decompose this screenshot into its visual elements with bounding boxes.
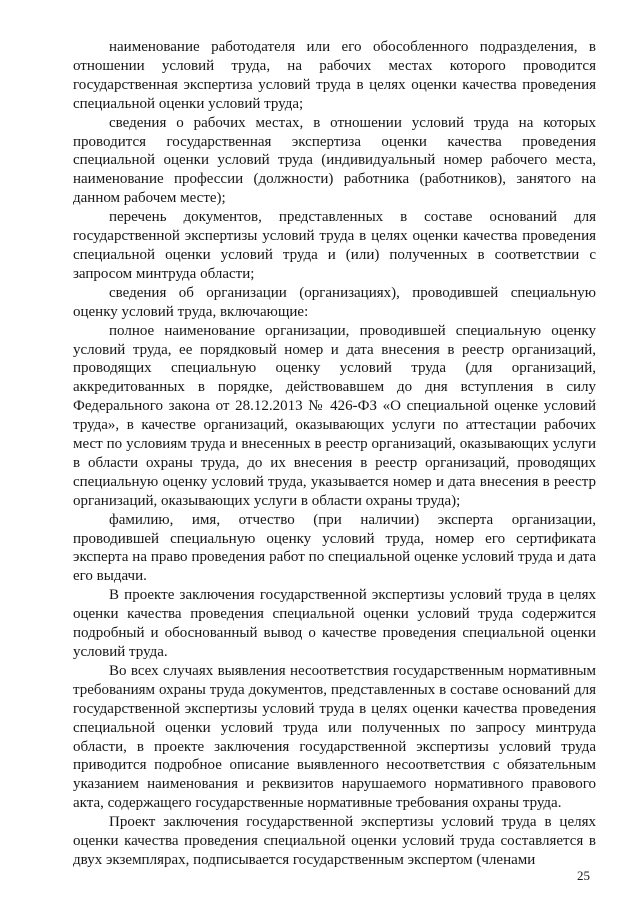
paragraph-nonconformity-cases: Во всех случаях выявления несоответствия государственным нормативным требованиям охраны труда документов, представленных в составе оснований для государственной экспертизы условий труда в целях оценки качества проведения специальной оценки условий труда или полученных по запросу минтруда области, в проекте заключения государственной экспертизы условий труда приводится подробное описание выявленного несоответствия с обязательным указанием наименования и реквизитов нарушаемого нормативного правового акта, содержащего государственные нормативные требования охраны труда. — [73, 662, 596, 812]
paragraph-documents-list: перечень документов, представленных в составе оснований для государственной экспертизы условий труда в целях оценки качества проведения специальной оценки условий труда и (или) полученных в соответствии с запросом минтруда области; — [73, 209, 596, 282]
paragraph-organization-info: сведения об организации (организациях), проводившей специальную оценку условий труда, включающие: — [73, 284, 596, 320]
paragraph-draft-copies: Проект заключения государственной экспертизы условий труда в целях оценки качества проведения специальной оценки условий труда составляется в двух экземплярах, подписывается государственным экспертом (членами — [73, 814, 596, 868]
paragraph-conclusion-conclusion: В проекте заключения государственной экспертизы условий труда в целях оценки качества проведения специальной оценки условий труда содержится подробный и обоснованный вывод о качестве проведения специальной оценки условий труда. — [73, 587, 596, 660]
paragraph-workplaces-info: сведения о рабочих местах, в отношении условий труда на которых проводится государственная экспертиза оценки качества проведения специальной оценки условий труда (индивидуальный номер рабочего места, наименование профессии (должности) работника (работников), занятого на данном рабочем месте); — [73, 114, 596, 207]
page-number: 25 — [577, 868, 590, 883]
paragraph-organization-full-name: полное наименование организации, проводившей специальную оценку условий труда, ее порядковый номер и дата внесения в реестр организаций, проводящих специальную оценку условий труда (для организаций, аккредитованных в порядке, действовавшем до дня вступления в силу Федерального закона от 28.12.2013 № 426-ФЗ «О специальной оценке условий труда», в качестве организаций, оказывающих услуги по аттестации рабочих мест по условиям труда и внесенных в реестр организаций, оказывающих услуги в области охраны труда, до их внесения в реестр организаций, проводящих специальную оценку условий труда, указывается номер и дата внесения в реестр организаций, оказывающих услуги в области охраны труда); — [73, 322, 596, 509]
document-body — [73, 38, 596, 870]
paragraph-employer-name: наименование работодателя или его обособленного подразделения, в отношении условий труда, на рабочих местах которого проводится государственная экспертиза условий труда в целях оценки качества проведения специальной оценки условий труда; — [73, 39, 596, 112]
paragraph-expert-name: фамилию, имя, отчество (при наличии) эксперта организации, проводившей специальную оценку условий труда, номер его сертификата эксперта на право проведения работ по специальной оценке условий труда и дата его выдачи. — [73, 511, 596, 585]
